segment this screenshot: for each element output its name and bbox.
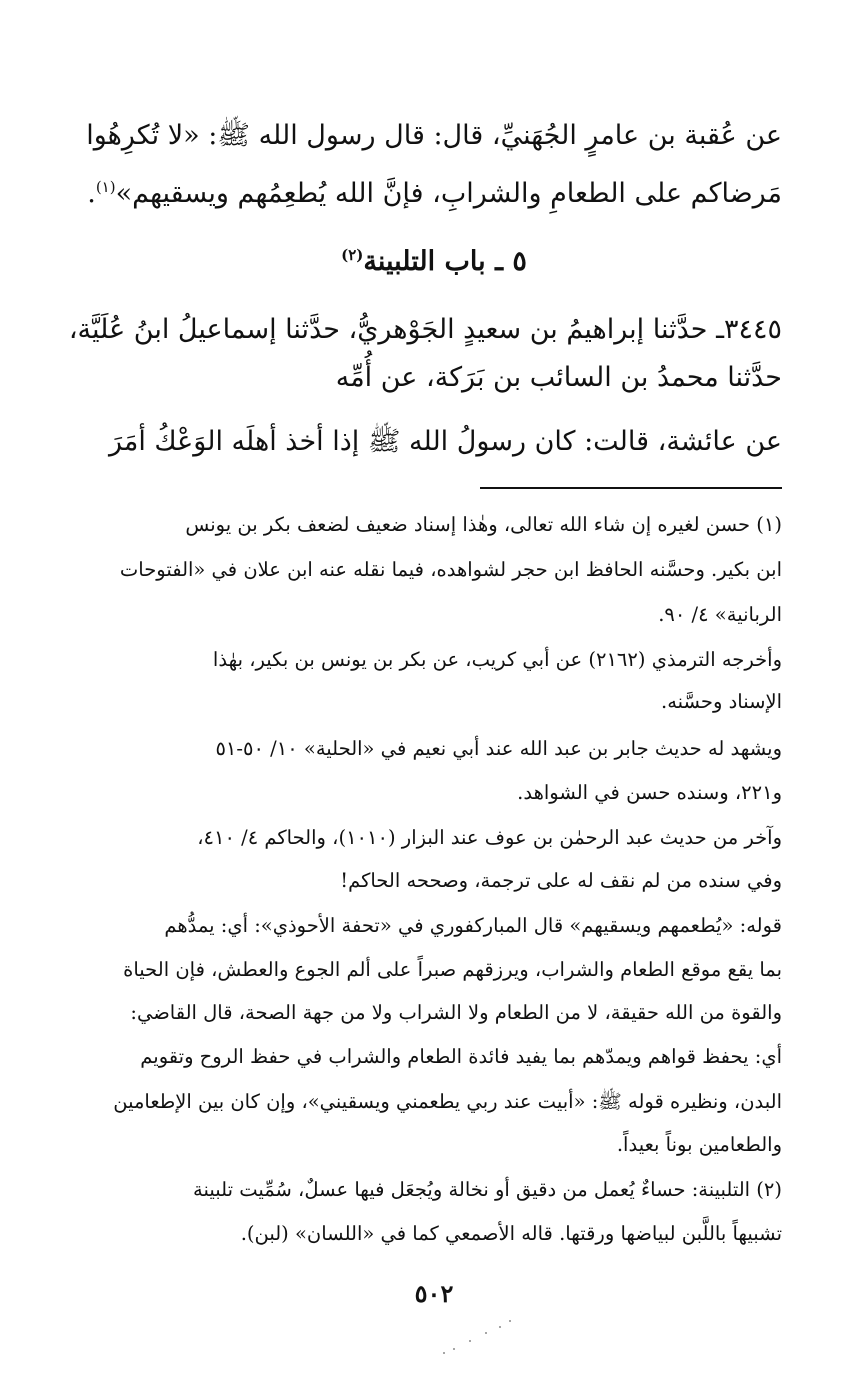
- chapter-title: ٥ ـ باب التلبينة: [363, 246, 527, 277]
- footnote-5-line-6: والطعامين بوناً بعيداً.: [616, 1133, 782, 1156]
- footnote-5-line-5: البدن، ونظيره قوله ﷺ: «أبيت عند ربي يطعمني ويسقيني»، وإن كان بين الإطعامين: [113, 1090, 782, 1113]
- scan-specks: [440, 1315, 550, 1355]
- footnote-6-line-2: تشبيهاً باللَّبن لبياضها ورقتها. قاله الأصمعي كما في «اللسان» (لبن).: [240, 1222, 782, 1245]
- hadith-line-2-text: مَرضاكم على الطعامِ والشرابِ، فإنَّ الله يُطعِمُهم ويسقيهم»: [115, 178, 782, 209]
- hadith-3445-line-2: حدَّثنا محمدُ بن السائب بن بَرَكة، عن أُمِّه: [335, 362, 782, 393]
- footnote-3-line-1: ويشهد له حديث جابر بن عبد الله عند أبي نعيم في «الحلية» ١٠/ ٥٠-٥١: [215, 737, 782, 760]
- hadith-line-1: عن عُقبة بن عامرٍ الجُهَنيِّ، قال: قال رسول الله ﷺ: «لا تُكرِهُوا: [86, 120, 782, 151]
- footnote-2-line-2: الإسناد وحسَّنه.: [661, 690, 782, 713]
- footnote-2-line-1: وأخرجه الترمذي (٢١٦٢) عن أبي كريب، عن بكر بن يونس بن بكير، بهٰذا: [212, 648, 782, 671]
- hadith-3445-line-3: عن عائشة، قالت: كان رسولُ الله ﷺ إذا أخذ أهلَه الوَعْكُ أمَرَ: [108, 426, 782, 457]
- footnote-5-line-4: أي: يحفظ قواهم ويمدّهم بما يفيد فائدة الطعام والشراب في حفظ الروح وتقويم: [140, 1045, 782, 1068]
- footnote-1-line-2: ابن بكير. وحسَّنه الحافظ ابن حجر لشواهده، فيما نقله عنه ابن علان في «الفتوحات: [119, 558, 782, 581]
- footnote-separator: [480, 487, 782, 489]
- footnote-4-line-2: وفي سنده من لم نقف له على ترجمة، وصححه الحاكم!: [340, 869, 782, 892]
- footnote-4-line-1: وآخر من حديث عبد الرحمٰن بن عوف عند البزار (١٠١٠)، والحاكم ٤/ ٤١٠،: [197, 826, 782, 849]
- footnote-5-line-2: بما يقع موقع الطعام والشراب، ويرزقهم صبراً على ألم الجوع والعطش، فإن الحياة: [123, 958, 782, 981]
- footnote-marker-2: (٢): [341, 246, 364, 264]
- footnote-marker-1: (١): [95, 178, 116, 196]
- chapter-heading: [0, 246, 868, 277]
- footnote-6-line-1: (٢) التلبينة: حساءٌ يُعمل من دقيق أو نخالة ويُجعَل فيها عسلٌ، سُمِّيت تلبينة: [193, 1178, 782, 1201]
- footnote-5-line-3: والقوة من الله حقيقة، لا من الطعام ولا الشراب ولا من جهة الصحة، قال القاضي:: [130, 1001, 782, 1024]
- page-number: ٥٠٢: [414, 1279, 454, 1308]
- footnote-3-line-2: و٢٢١، وسنده حسن في الشواهد.: [517, 781, 782, 804]
- hadith-3445-line-1: ٣٤٤٥ـ حدَّثنا إبراهيمُ بن سعيدٍ الجَوْهريُّ، حدَّثنا إسماعيلُ ابنُ عُلَيَّة،: [68, 314, 782, 345]
- footnote-1-line-3: الربانية» ٤/ ٩٠.: [658, 603, 782, 626]
- hadith-line-2: [87, 178, 782, 210]
- hadith-line-2-end: .: [87, 178, 96, 209]
- footnote-1-line-1: (١) حسن لغيره إن شاء الله تعالى، وهٰذا إسناد ضعيف لضعف بكر بن يونس: [185, 513, 782, 536]
- footnote-5-line-1: قوله: «يُطعمهم ويسقيهم» قال المباركفوري في «تحفة الأحوذي»: أي: يمدُّهم: [164, 914, 782, 937]
